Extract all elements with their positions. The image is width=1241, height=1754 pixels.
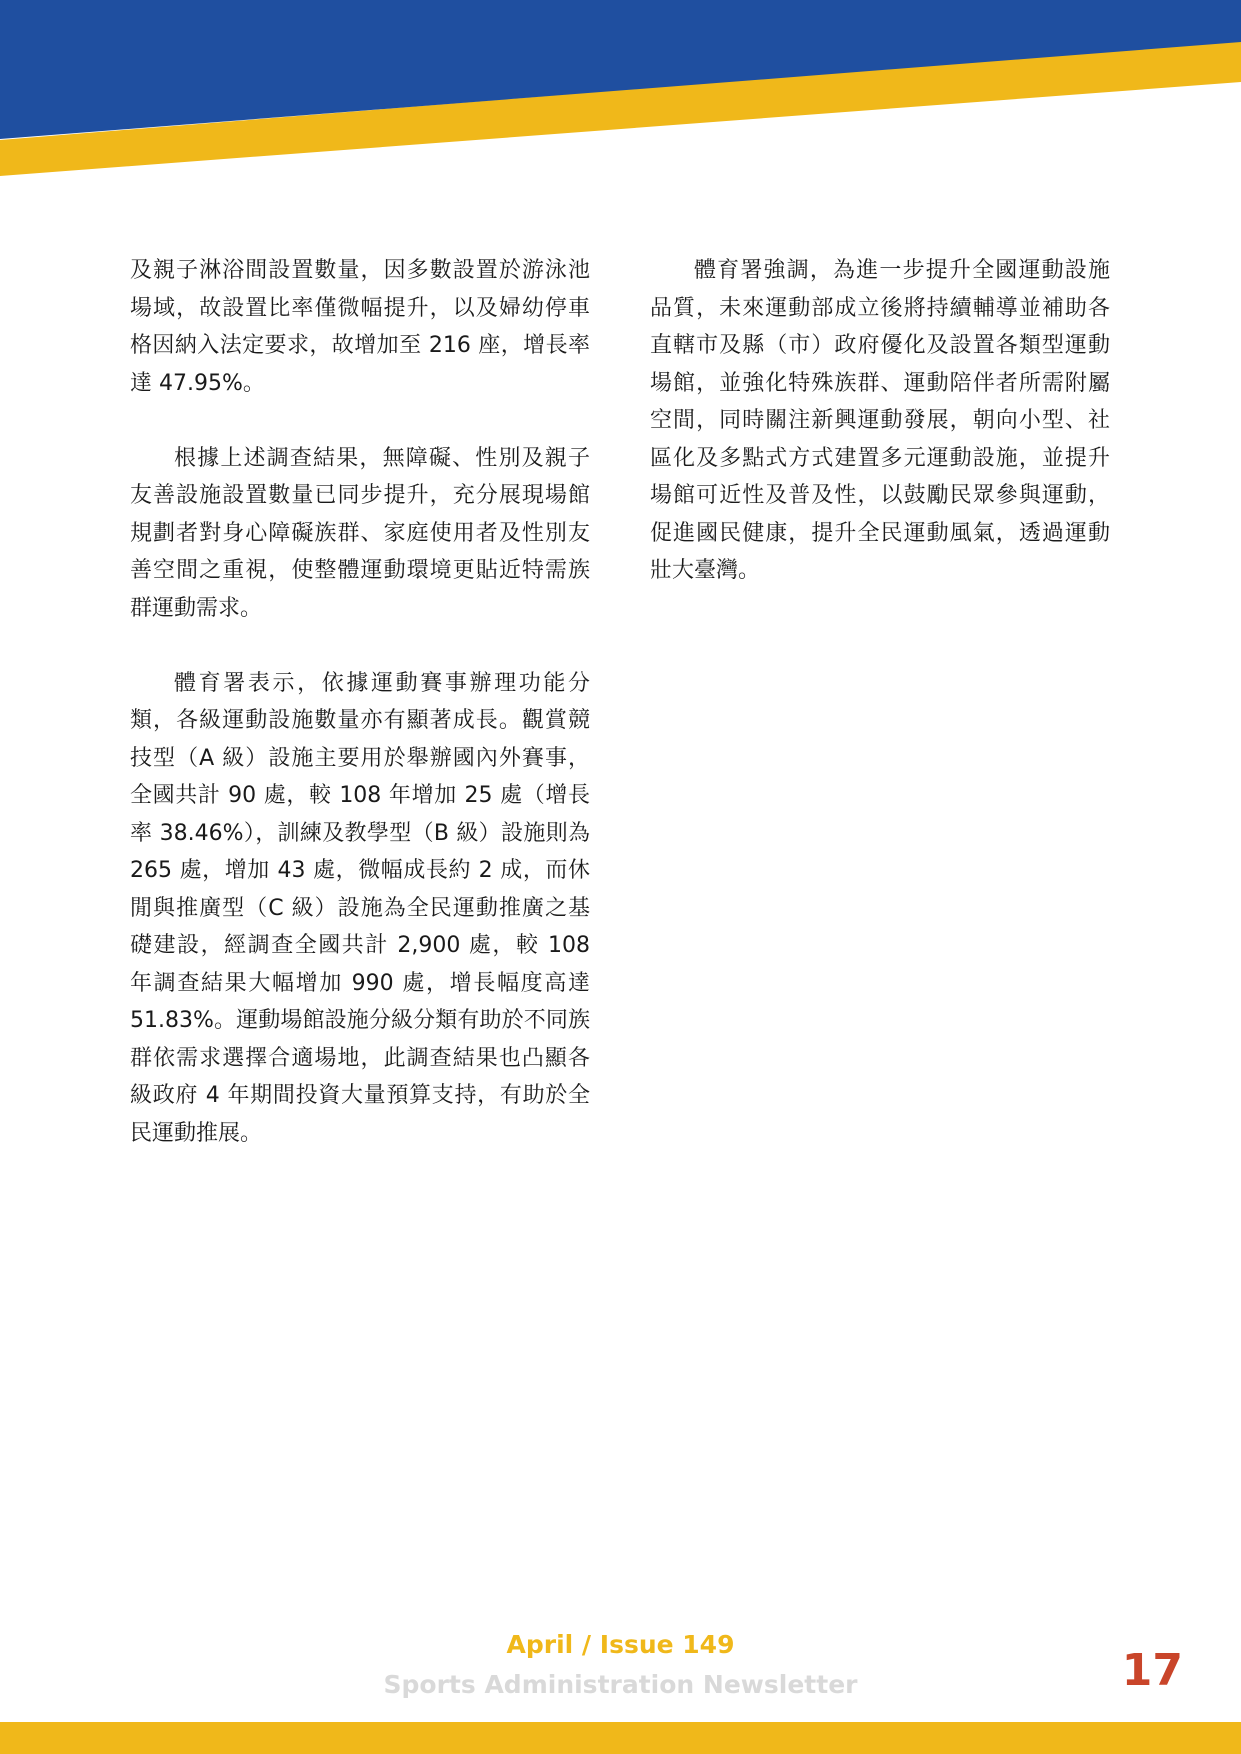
right-column [650,252,1110,627]
page-number: 17 [1121,1645,1183,1696]
left-column [130,252,590,1190]
footer-issue-label: April / Issue 149 [506,1630,735,1659]
footer-newsletter-title: Sports Administration Newsletter [383,1670,858,1699]
paragraph-facility-classification: 體育署表示，依據運動賽事辦理功能分類，各級運動設施數量亦有顯著成長。觀賞競技型（A 級）設施主要用於舉辦國內外賽事，全國共計 90 處，較 108 年增加 25 處（增長率 38.46%），訓練及教學型（B 級）設施則為 265 處，增加 43 處，微幅成長約 2 成，而休閒與推廣型（C 級）設施為全民運動推廣之基礎建設，經調查全國共計 2,900 處，較 108 年調查結果大幅增加 990 處，增長幅度高達 51.83%。運動場館設施分級分類有助於不同族群依需求選擇合適場地，此調查結果也凸顯各級政府 4 年期間投資大量預算支持，有助於全民運動推展。 [130,670,590,1146]
footer-bar [0,1722,1241,1754]
header-banner [0,0,1241,180]
paragraph-continued: 及親子淋浴間設置數量，因多數設置於游泳池場域，故設置比率僅微幅提升，以及婦幼停車格因納入法定要求，故增加至 216 座，增長率達 47.95%。 [130,258,590,396]
paragraph-future-plans: 體育署強調，為進一步提升全國運動設施品質，未來運動部成立後將持續輔導並補助各直轄市及縣（市）政府優化及設置各類型運動場館，並強化特殊族群、運動陪伴者所需附屬空間，同時關注新興運動發展，朝向小型、社區化及多點式方式建置多元運動設施，並提升場館可近性及普及性，以鼓勵民眾參與運動，促進國民健康，提升全民運動風氣，透過運動壯大臺灣。 [650,258,1110,583]
paragraph-survey-results: 根據上述調查結果，無障礙、性別及親子友善設施設置數量已同步提升，充分展現場館規劃者對身心障礙族群、家庭使用者及性別友善空間之重視，使整體運動環境更貼近特需族群運動需求。 [130,445,590,621]
